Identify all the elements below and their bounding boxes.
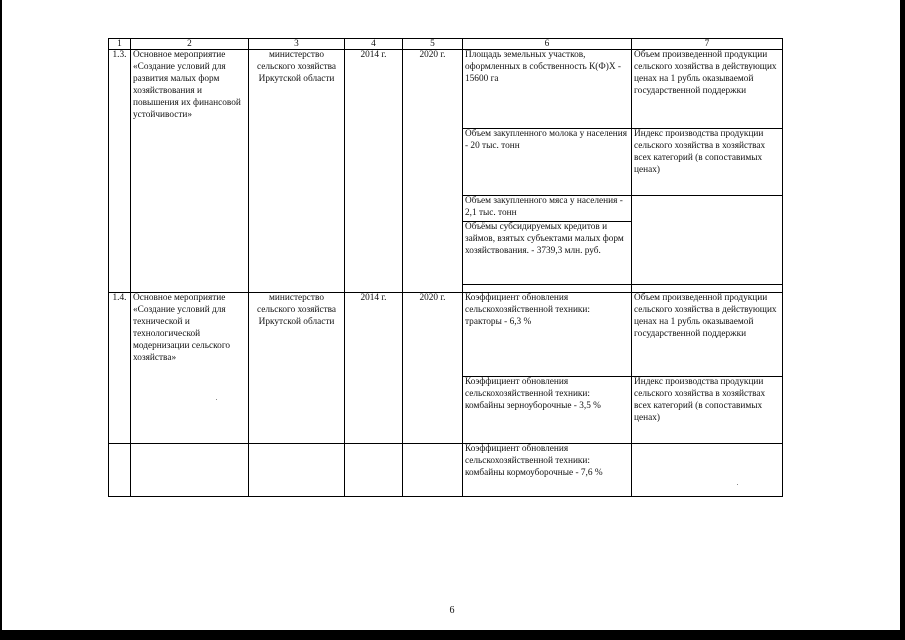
indicator-cell: Объёмы субсидируемых кредитов и займов, взятых субъектами малых форм хозяйствования. - 3739,3 млн. руб. xyxy=(463,222,632,285)
header-cell: 1 xyxy=(109,39,131,50)
result-cell: Индекс производства продукции сельского хозяйства в хозяйствах всех категорий (в сопоставимых ценах) xyxy=(632,129,783,196)
indicator-cell: Коэффициент обновления сельскохозяйственной техники: тракторы - 6,3 % xyxy=(463,293,632,377)
result-cell: Индекс производства продукции сельского хозяйства в хозяйствах всех категорий (в сопоставимых ценах) xyxy=(632,377,783,444)
event-title-empty xyxy=(131,444,249,497)
result-cell: Объем произведенной продукции сельского хозяйства в действующих ценах на 1 рубль оказываемой государственной поддержки xyxy=(632,50,783,129)
end-year: 2020 г. xyxy=(403,293,463,444)
event-title: Основное мероприятие «Создание условий для развития малых форм хозяйствования и повышения их финансовой устойчивости» xyxy=(131,50,249,293)
scan-speck xyxy=(737,484,738,485)
scan-border-right xyxy=(900,0,905,640)
scan-border-left xyxy=(0,0,2,640)
table-row xyxy=(109,293,783,377)
executor: министерство сельского хозяйства Иркутской области xyxy=(249,293,345,444)
table-row xyxy=(109,50,783,129)
indicator-cell: Коэффициент обновления сельскохозяйственной техники: комбайны кормоуборочные - 7,6 % xyxy=(463,444,632,497)
indicator-cell: Объем закупленного молока у населения - 20 тыс. тонн xyxy=(463,129,632,196)
scan-border-bottom xyxy=(0,630,905,640)
start-year: 2014 г. xyxy=(345,293,403,444)
result-cell-empty xyxy=(632,285,783,293)
indicator-cell: Коэффициент обновления сельскохозяйственной техники: комбайны зерноуборочные - 3,5 % xyxy=(463,377,632,444)
result-cell: Объем произведенной продукции сельского хозяйства в действующих ценах на 1 рубль оказываемой государственной поддержки xyxy=(632,293,783,377)
executor-empty xyxy=(249,444,345,497)
header-cell: 5 xyxy=(403,39,463,50)
row-number: 1.3. xyxy=(109,50,131,293)
indicator-cell: Объем закупленного мяса у населения - 2,1 тыс. тонн xyxy=(463,196,632,222)
header-cell: 6 xyxy=(463,39,632,50)
start-year: 2014 г. xyxy=(345,50,403,293)
row-number-empty xyxy=(109,444,131,497)
table-row xyxy=(109,444,783,497)
header-cell: 2 xyxy=(131,39,249,50)
executor: министерство сельского хозяйства Иркутской области xyxy=(249,50,345,293)
scan-speck xyxy=(216,399,217,400)
program-activities-table xyxy=(108,38,783,497)
end-year-empty xyxy=(403,444,463,497)
page-number: 6 xyxy=(449,605,455,616)
result-cell-empty xyxy=(632,196,783,285)
header-cell: 7 xyxy=(632,39,783,50)
result-cell-empty xyxy=(632,444,783,497)
table-header-row xyxy=(109,39,783,50)
row-number: 1.4. xyxy=(109,293,131,444)
event-title: Основное мероприятие «Создание условий для технической и технологической модернизации сельского хозяйства» xyxy=(131,293,249,444)
start-year-empty xyxy=(345,444,403,497)
header-cell: 4 xyxy=(345,39,403,50)
indicator-cell-empty xyxy=(463,285,632,293)
indicator-cell: Площадь земельных участков, оформленных в собственность К(Ф)Х - 15600 га xyxy=(463,50,632,129)
end-year: 2020 г. xyxy=(403,50,463,293)
header-cell: 3 xyxy=(249,39,345,50)
